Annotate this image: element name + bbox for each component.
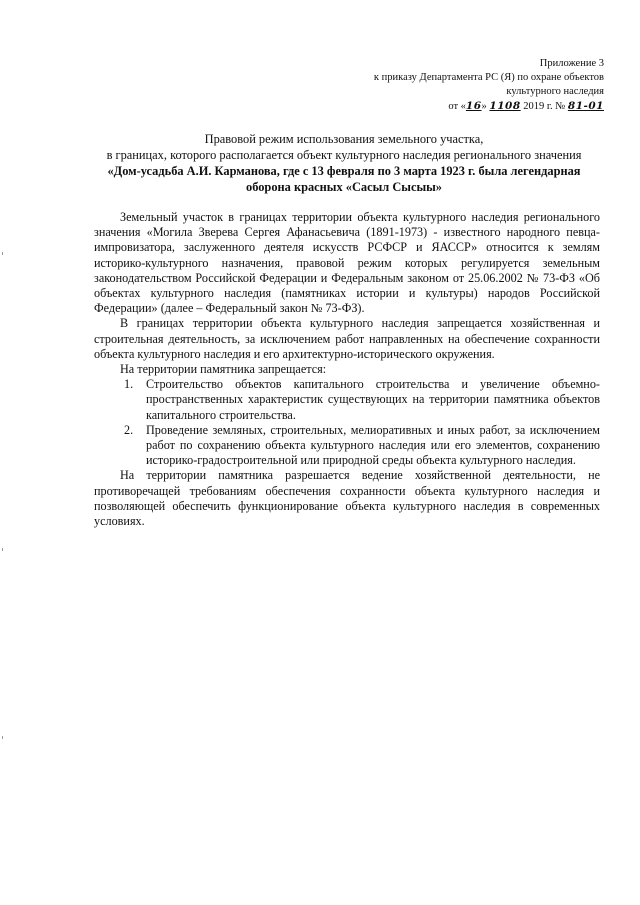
date-year: 2019 г. № (520, 101, 568, 112)
scan-edge-mark (2, 548, 3, 551)
handwritten-order-number: 81-01 (567, 100, 604, 112)
prohibition-list (94, 377, 600, 468)
title-line-1: Правовой режим использования земельного участка, (204, 132, 484, 146)
list-item (94, 423, 600, 469)
appendix-header (284, 57, 604, 114)
list-item-text: Строительство объектов капитального строительства и увеличение объемно-пространственных характеристик существующих на территории памятника объектов капитального строительства. (146, 377, 600, 422)
handwritten-month: 1108 (489, 100, 521, 112)
list-item-number: 1. (124, 377, 134, 392)
title-line-2: в границах, которого располагается объект культурного наследия регионального значения (106, 148, 582, 162)
list-item-text: Проведение земляных, строительных, мелиоративных и иных работ, за исключением работ по сохранению объекта культурного наследия или его элементов, сохранению историко-градостроительной или природной среды объекта культурного наследия. (146, 422, 600, 468)
appendix-order-ref: к приказу Департамента РС (Я) по охране объектов (373, 72, 604, 83)
appendix-label: Приложение 3 (539, 58, 604, 69)
list-intro: На территории памятника запрещается: (120, 362, 327, 377)
scan-edge-mark (2, 252, 3, 255)
document-body (94, 210, 600, 529)
document-title (90, 131, 598, 195)
handwritten-day: 16 (465, 100, 482, 112)
date-mid: » (481, 101, 490, 112)
list-item-number: 2. (124, 422, 134, 437)
scan-edge-mark (2, 736, 3, 739)
list-item (94, 377, 600, 423)
appendix-date-line (284, 99, 604, 114)
title-line-4: оборона красных «Сасыл Сысыы» (246, 180, 442, 194)
paragraph-prohibition: В границах территории объекта культурного наследия запрещается хозяйственная и строительная деятельность, за исключением работ направленных на обеспечение сохранности объекта культурного наследия и его архитектурно-исторического окружения. (94, 316, 600, 361)
paragraph-land-plot: Земельный участок в границах территории объекта культурного наследия регионального значения «Могила Зверева Сергея Афанасьевича (1891-1973) - известного народного певца-импровизатора, заслуженного деятеля искусств РСФСР и ЯАССР» относится к землям историко-культурного назначения, правовой режим которых регулируется земельным законодательством Российской Федерации и Федеральным законом от 25.06.2002 № 73-ФЗ «Об объектах культурного наследия (памятниках истории и культуры) народов Российской Федерации» (далее – Федеральный закон № 73-ФЗ). (94, 210, 600, 316)
date-prefix: от « (448, 101, 466, 112)
paragraph-permission: На территории памятника разрешается ведение хозяйственной деятельности, не противоречащей требованиям обеспечения сохранности объекта культурного наследия и позволяющей обеспечить функционирование объекта культурного наследия в современных условиях. (94, 468, 600, 529)
appendix-order-ref-cont: культурного наследия (506, 86, 604, 97)
title-line-3: «Дом-усадьба А.И. Карманова, где с 13 февраля по 3 марта 1923 г. была легендарная (107, 164, 581, 178)
